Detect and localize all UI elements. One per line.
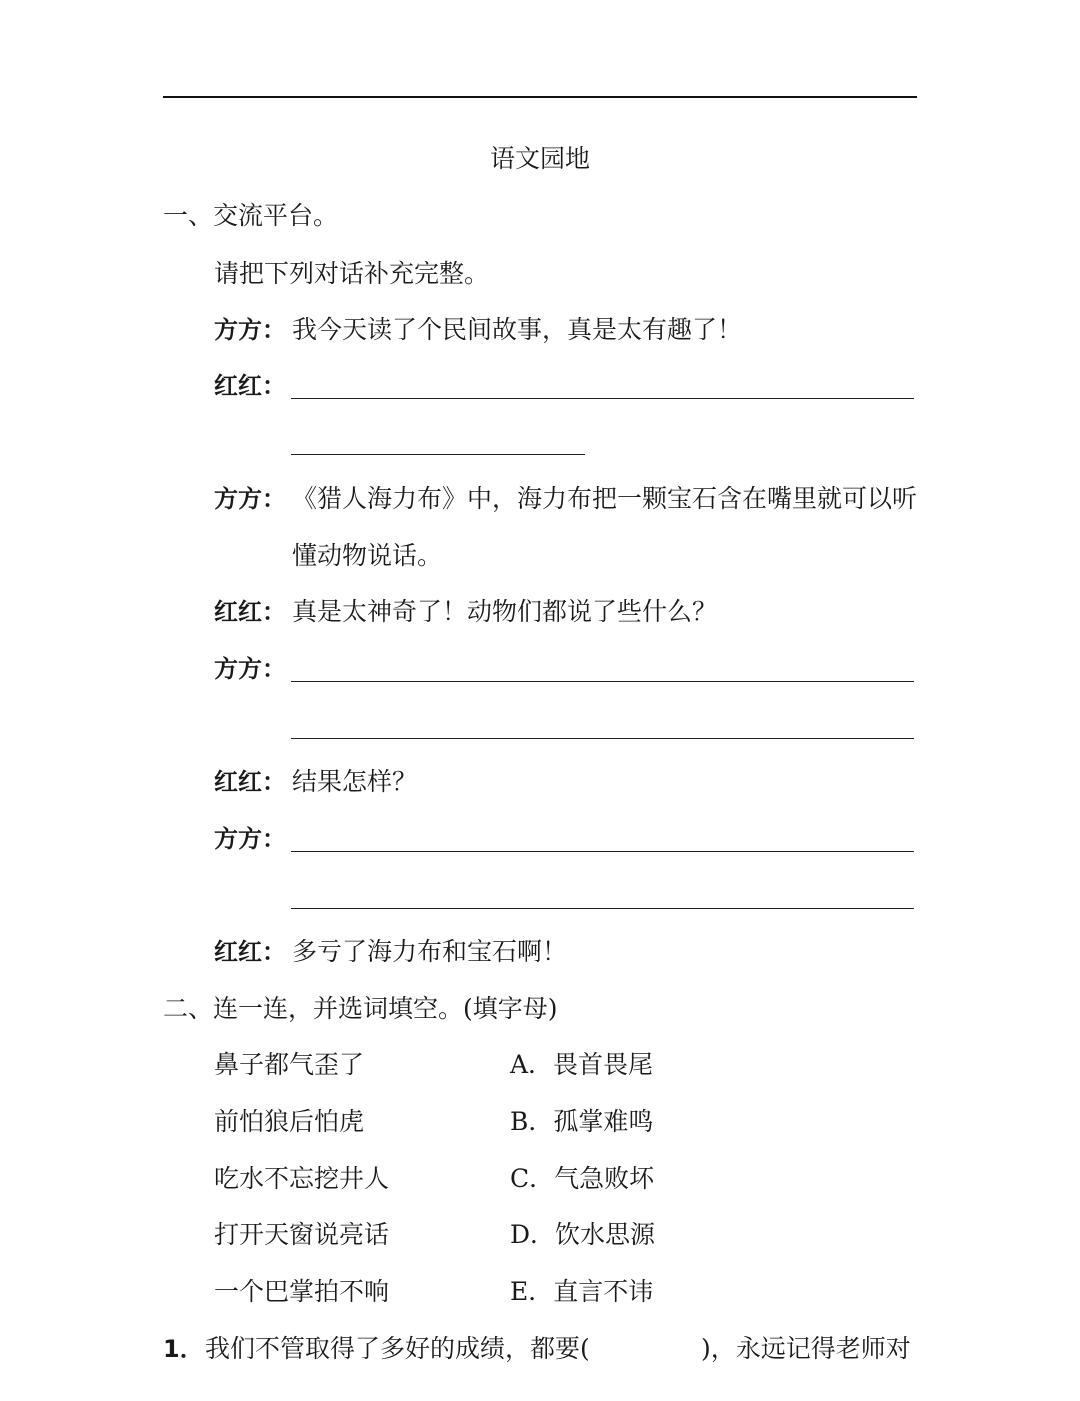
answer-blank-line[interactable] xyxy=(291,908,914,909)
page-title: 语文园地 xyxy=(489,144,590,173)
dialogue-text: 《猎人海力布》中，海力布把一颗宝石含在嘴里就可以听 xyxy=(292,484,918,513)
dialogue-text: 我今天读了个民间故事，真是太有趣了！ xyxy=(292,315,743,344)
dialogue-text: 结果怎样？ xyxy=(292,767,418,796)
dialogue-text: 真是太神奇了！动物们都说了些什么？ xyxy=(292,597,718,626)
matching-right-item[interactable]: D．饮水思源 xyxy=(510,1220,656,1249)
speaker-label: 方方： xyxy=(214,316,286,344)
matching-left-item[interactable]: 吃水不忘挖井人 xyxy=(214,1164,390,1193)
speaker-label: 方方： xyxy=(214,485,286,513)
question-text-continued: )，永远记得老师对 xyxy=(701,1334,911,1363)
speaker-label: 红红： xyxy=(214,372,286,400)
answer-blank-line[interactable] xyxy=(291,398,914,399)
question-number: 1． xyxy=(163,1335,204,1363)
matching-left-item[interactable]: 一个巴掌拍不响 xyxy=(214,1277,390,1306)
answer-blank-line[interactable] xyxy=(291,681,914,682)
speaker-label: 红红： xyxy=(214,938,286,966)
matching-left-item[interactable]: 鼻子都气歪了 xyxy=(214,1050,365,1079)
matching-left-item[interactable]: 打开天窗说亮话 xyxy=(214,1220,390,1249)
speaker-label: 红红： xyxy=(214,598,286,626)
speaker-label: 方方： xyxy=(214,825,286,853)
matching-right-item[interactable]: B．孤掌难鸣 xyxy=(510,1107,654,1136)
answer-blank-line[interactable] xyxy=(291,851,914,852)
dialogue-text: 多亏了海力布和宝石啊！ xyxy=(292,937,568,966)
matching-left-item[interactable]: 前怕狼后怕虎 xyxy=(214,1107,365,1136)
section1-heading: 一、交流平台。 xyxy=(163,201,339,230)
section1-instruction: 请把下列对话补充完整。 xyxy=(214,259,490,288)
matching-right-item[interactable]: A．畏首畏尾 xyxy=(510,1050,654,1079)
answer-blank-line[interactable] xyxy=(291,738,914,739)
speaker-label: 方方： xyxy=(214,655,286,683)
answer-blank-line[interactable] xyxy=(291,454,585,455)
matching-right-item[interactable]: C．气急败坏 xyxy=(510,1164,655,1193)
matching-right-item[interactable]: E．直言不讳 xyxy=(510,1277,654,1306)
section2-heading: 二、连一连，并选词填空。(填字母) xyxy=(163,994,558,1023)
question-text: 我们不管取得了多好的成绩，都要( xyxy=(205,1334,590,1363)
dialogue-text-continued: 懂动物说话。 xyxy=(292,541,443,570)
top-rule xyxy=(163,96,917,98)
speaker-label: 红红： xyxy=(214,768,286,796)
